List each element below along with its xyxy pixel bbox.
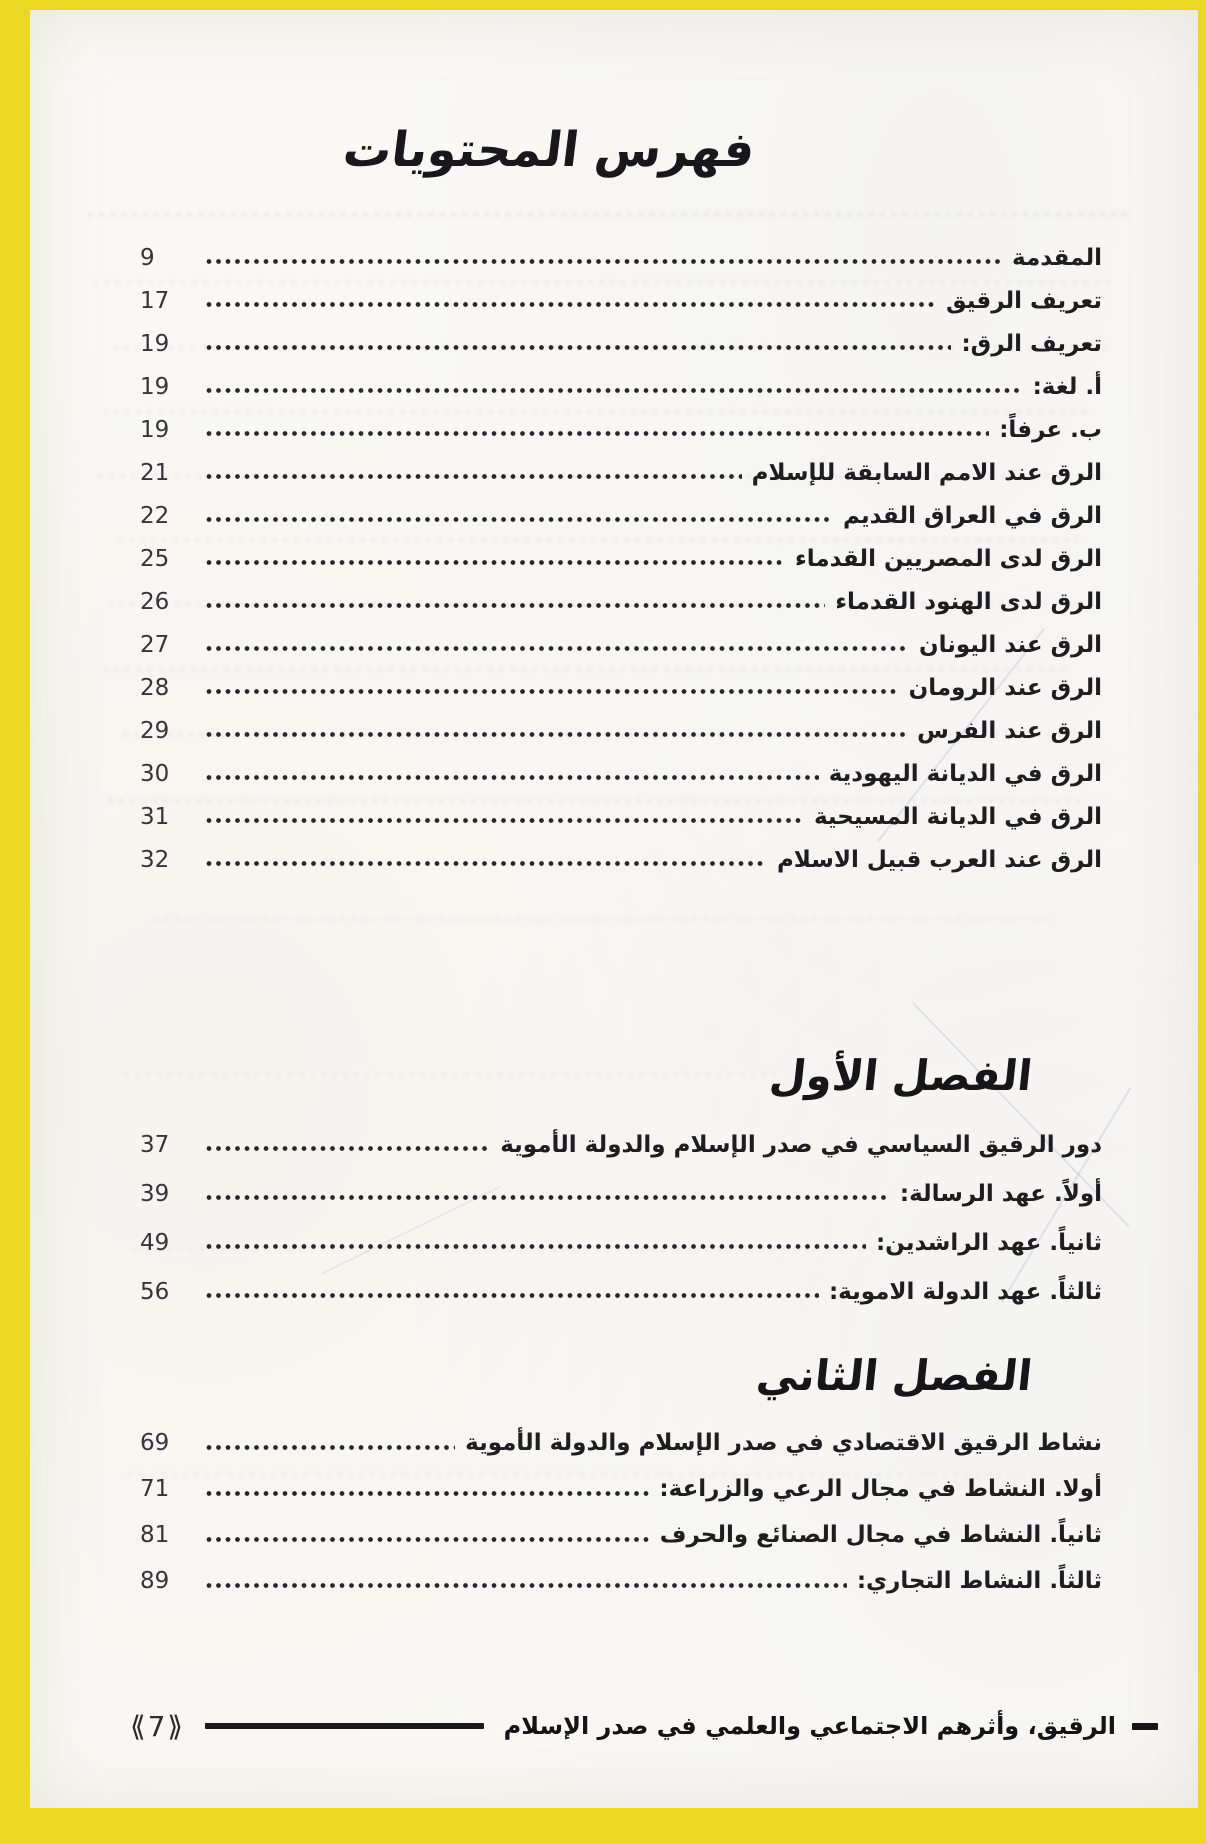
toc-entry-title: الرق لدى الهنود القدماء (835, 588, 1102, 615)
toc-entry (140, 666, 1102, 709)
toc-entry-page-number: 19 (140, 416, 170, 443)
toc-entry-title: دور الرقيق السياسي في صدر الإسلام والدولة الأموية (500, 1131, 1102, 1158)
toc-entry-title: ثالثاً. عهد الدولة الاموية: (828, 1278, 1102, 1305)
toc-entry (140, 322, 1102, 365)
toc-entry (140, 1466, 1102, 1512)
toc-entry-page-number: 49 (140, 1229, 170, 1256)
toc-entry-title: ثالثاً. النشاط التجاري: (856, 1568, 1102, 1594)
toc-entry-page-number: 9 (140, 244, 155, 271)
dot-leader (206, 258, 1002, 265)
page-title: فهرس المحتويات (339, 122, 759, 178)
toc-entry-title: ثانياً. النشاط في مجال الصنائع والحرف (659, 1522, 1102, 1548)
toc-entry-title: أولا. النشاط في مجال الرعي والزراعة: (659, 1476, 1102, 1502)
footer-rule (205, 1723, 484, 1729)
toc-entry-page-number: 19 (140, 373, 170, 400)
dot-leader (206, 344, 951, 351)
toc-entry (140, 752, 1102, 795)
toc-entry-page-number: 71 (140, 1476, 170, 1502)
chapter-header: الفصل الثاني (754, 1351, 1035, 1400)
toc-entry (140, 279, 1102, 322)
toc-entry-title: أولاً. عهد الرسالة: (899, 1180, 1102, 1207)
toc-entry-title: ثانياً. عهد الراشدين: (875, 1229, 1102, 1256)
toc-entry-title: أ. لغة: (1032, 373, 1102, 400)
dot-leader (206, 516, 833, 523)
toc-entry (140, 236, 1102, 279)
toc-entry-page-number: 30 (140, 760, 170, 787)
toc-entry-title: الرق لدى المصريين القدماء (794, 545, 1102, 572)
toc-entry (140, 537, 1102, 580)
bleed-through-artifact (85, 210, 1128, 219)
toc-entry-page-number: 22 (140, 502, 170, 529)
toc-entry-page-number: 19 (140, 330, 170, 357)
toc-entry-title: تعريف الرق: (961, 330, 1102, 357)
dot-leader (206, 1145, 490, 1152)
dot-leader (206, 860, 767, 867)
toc-entry-title: الرق عند العرب قبيل الاسلام (776, 846, 1102, 873)
toc-entry (140, 623, 1102, 666)
folio-number: 7 (147, 1709, 168, 1743)
toc-entry (140, 580, 1102, 623)
ornament-open: ⟪ (130, 1709, 148, 1743)
dot-leader (206, 817, 804, 824)
toc-entry (140, 1218, 1102, 1267)
toc-entry (140, 838, 1102, 881)
toc-entry-title: الرق عند الامم السابقة للإسلام (751, 459, 1102, 486)
toc-entry (140, 1420, 1102, 1466)
toc-entry-page-number: 37 (140, 1131, 170, 1158)
dot-leader (206, 1536, 650, 1543)
toc-entry-page-number: 29 (140, 717, 170, 744)
toc-entry-page-number: 39 (140, 1180, 170, 1207)
dot-leader (206, 1292, 819, 1299)
toc-entry-page-number: 31 (140, 803, 170, 830)
toc-entry (140, 709, 1102, 752)
toc-entry (140, 1512, 1102, 1558)
dot-leader (206, 473, 742, 480)
toc-entry-title: تعريف الرقيق (946, 287, 1102, 314)
dot-leader (206, 387, 1023, 394)
dot-leader (206, 1444, 455, 1451)
toc-entry-title: المقدمة (1012, 244, 1102, 271)
footer-dash (1132, 1723, 1158, 1730)
toc-entry-title: الرق عند اليونان (918, 631, 1102, 658)
toc-entry (140, 451, 1102, 494)
toc-entry-page-number: 26 (140, 588, 170, 615)
toc-entry-page-number: 32 (140, 846, 170, 873)
dot-leader (206, 1243, 866, 1250)
toc-entry (140, 1120, 1102, 1169)
toc-entry-title: الرق عند الفرس (917, 717, 1102, 744)
toc-entry-title: الرق في العراق القديم (842, 502, 1102, 529)
toc-entry (140, 365, 1102, 408)
dot-leader (206, 1582, 847, 1589)
toc-entry-page-number: 28 (140, 674, 170, 701)
toc-entry-page-number: 69 (140, 1430, 170, 1456)
toc-entry-page-number: 89 (140, 1568, 170, 1594)
dot-leader (206, 645, 909, 652)
dot-leader (206, 731, 907, 738)
toc-entry (140, 1267, 1102, 1316)
toc-entry-title: الرق عند الرومان (908, 674, 1102, 701)
toc-entry (140, 494, 1102, 537)
book-page (30, 10, 1198, 1808)
dot-leader (206, 688, 899, 695)
toc-entry-page-number: 27 (140, 631, 170, 658)
toc-entry-page-number: 17 (140, 287, 170, 314)
dot-leader (206, 301, 936, 308)
chapter-header: الفصل الأول (767, 1051, 1035, 1100)
toc-entry-page-number: 81 (140, 1522, 170, 1548)
page-footer (130, 1704, 1158, 1748)
footer-page-number (130, 1710, 185, 1743)
toc-entry-title: الرق في الديانة اليهودية (828, 760, 1102, 787)
toc-entry (140, 1169, 1102, 1218)
dot-leader (206, 559, 785, 566)
toc-entry (140, 408, 1102, 451)
table-of-contents (140, 236, 1102, 1604)
toc-entry-page-number: 21 (140, 459, 170, 486)
dot-leader (206, 1490, 649, 1497)
ornament-close: ⟫ (167, 1709, 185, 1743)
toc-entry-title: ب. عرفاً: (999, 416, 1102, 443)
toc-entry-title: الرق في الديانة المسيحية (813, 803, 1102, 830)
dot-leader (206, 430, 989, 437)
dot-leader (206, 774, 819, 781)
dot-leader (206, 1194, 890, 1201)
footer-book-title: الرقيق، وأثرهم الاجتماعي والعلمي في صدر الإسلام (503, 1712, 1116, 1740)
toc-entry-page-number: 25 (140, 545, 170, 572)
toc-entry (140, 1558, 1102, 1604)
toc-entry-page-number: 56 (140, 1278, 170, 1305)
dot-leader (206, 602, 825, 609)
toc-entry-title: نشاط الرقيق الاقتصادي في صدر الإسلام والدولة الأموية (465, 1430, 1102, 1456)
toc-entry (140, 795, 1102, 838)
